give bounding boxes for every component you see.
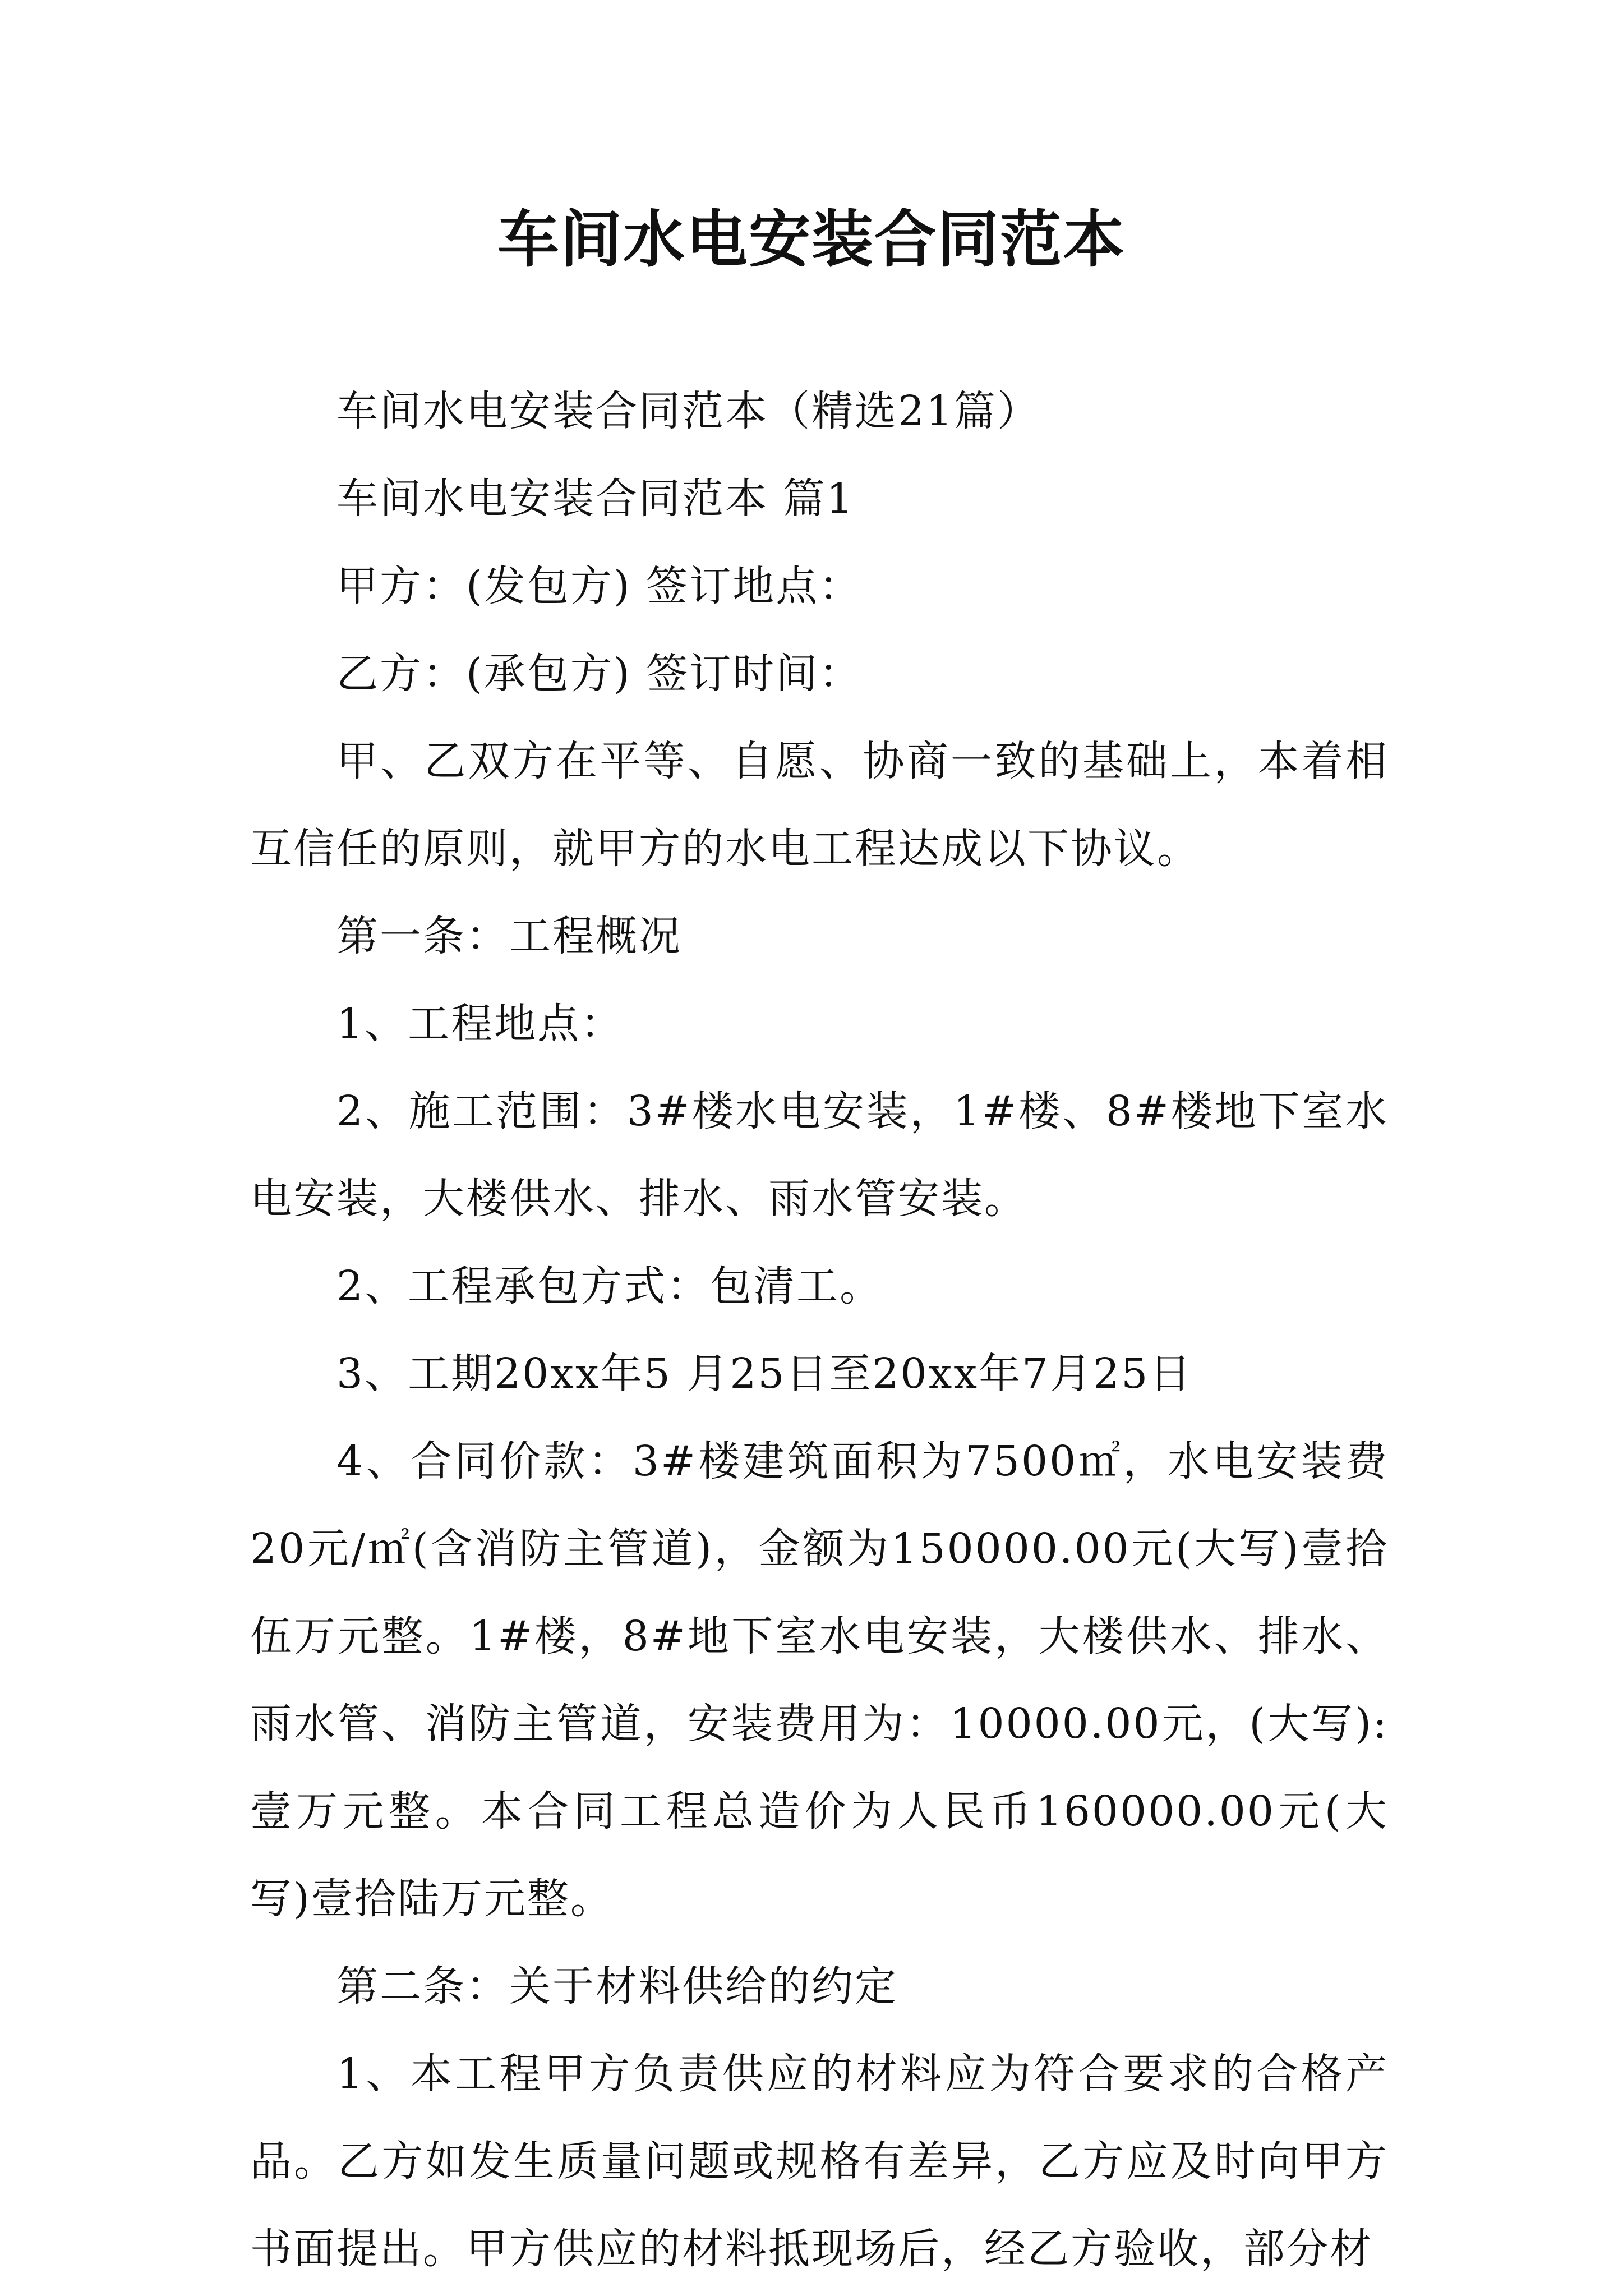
paragraph-price: 4、合同价款：3#楼建筑面积为7500㎡，水电安装费20元/㎡(含消防主管道)，金额为150000.00元(大写)壹拾伍万元整。1#楼，8#地下室水电安装，大楼供水、排水、雨水管、消防主管道，安装费用为：10000.00元，(大写):壹万元整。本合同工程总造价为人民币160000.00元(大写)壹拾陆万元整。	[250, 1437, 1389, 1923]
paragraph-materials: 1、本工程甲方负责供应的材料应为符合要求的合格产品。乙方如发生质量问题或规格有差异，乙方应及时向甲方书面提出。甲方供应的材料抵现场后，经乙方验收，部分材	[250, 2050, 1389, 2273]
document-body	[250, 367, 1389, 2293]
paragraph-location: 1、工程地点：	[336, 1000, 624, 1048]
document-title: 车间水电安装合同范本	[497, 204, 1126, 275]
paragraph-schedule: 3、工期20xx年5 月25日至20xx年7月25日	[336, 1350, 1193, 1398]
paragraph-subtitle: 车间水电安装合同范本（精选21篇）	[336, 387, 1041, 435]
paragraph-section-heading: 车间水电安装合同范本 篇1	[336, 475, 855, 523]
paragraph-preamble: 甲、乙双方在平等、自愿、协商一致的基础上，本着相互信任的原则，就甲方的水电工程达成以下协议。	[250, 737, 1389, 873]
paragraph-article-2: 第二条：关于材料供给的约定	[336, 1962, 898, 2010]
paragraph-party-b: 乙方：(承包方) 签订时间：	[336, 650, 863, 698]
paragraph-article-1: 第一条：工程概况	[336, 912, 682, 960]
paragraph-scope: 2、施工范围：3#楼水电安装，1#楼、8#楼地下室水电安装，大楼供水、排水、雨水管安装。	[250, 1087, 1389, 1223]
paragraph-contract-mode: 2、工程承包方式：包清工。	[336, 1262, 883, 1310]
paragraph-party-a: 甲方：(发包方) 签订地点：	[336, 562, 863, 610]
